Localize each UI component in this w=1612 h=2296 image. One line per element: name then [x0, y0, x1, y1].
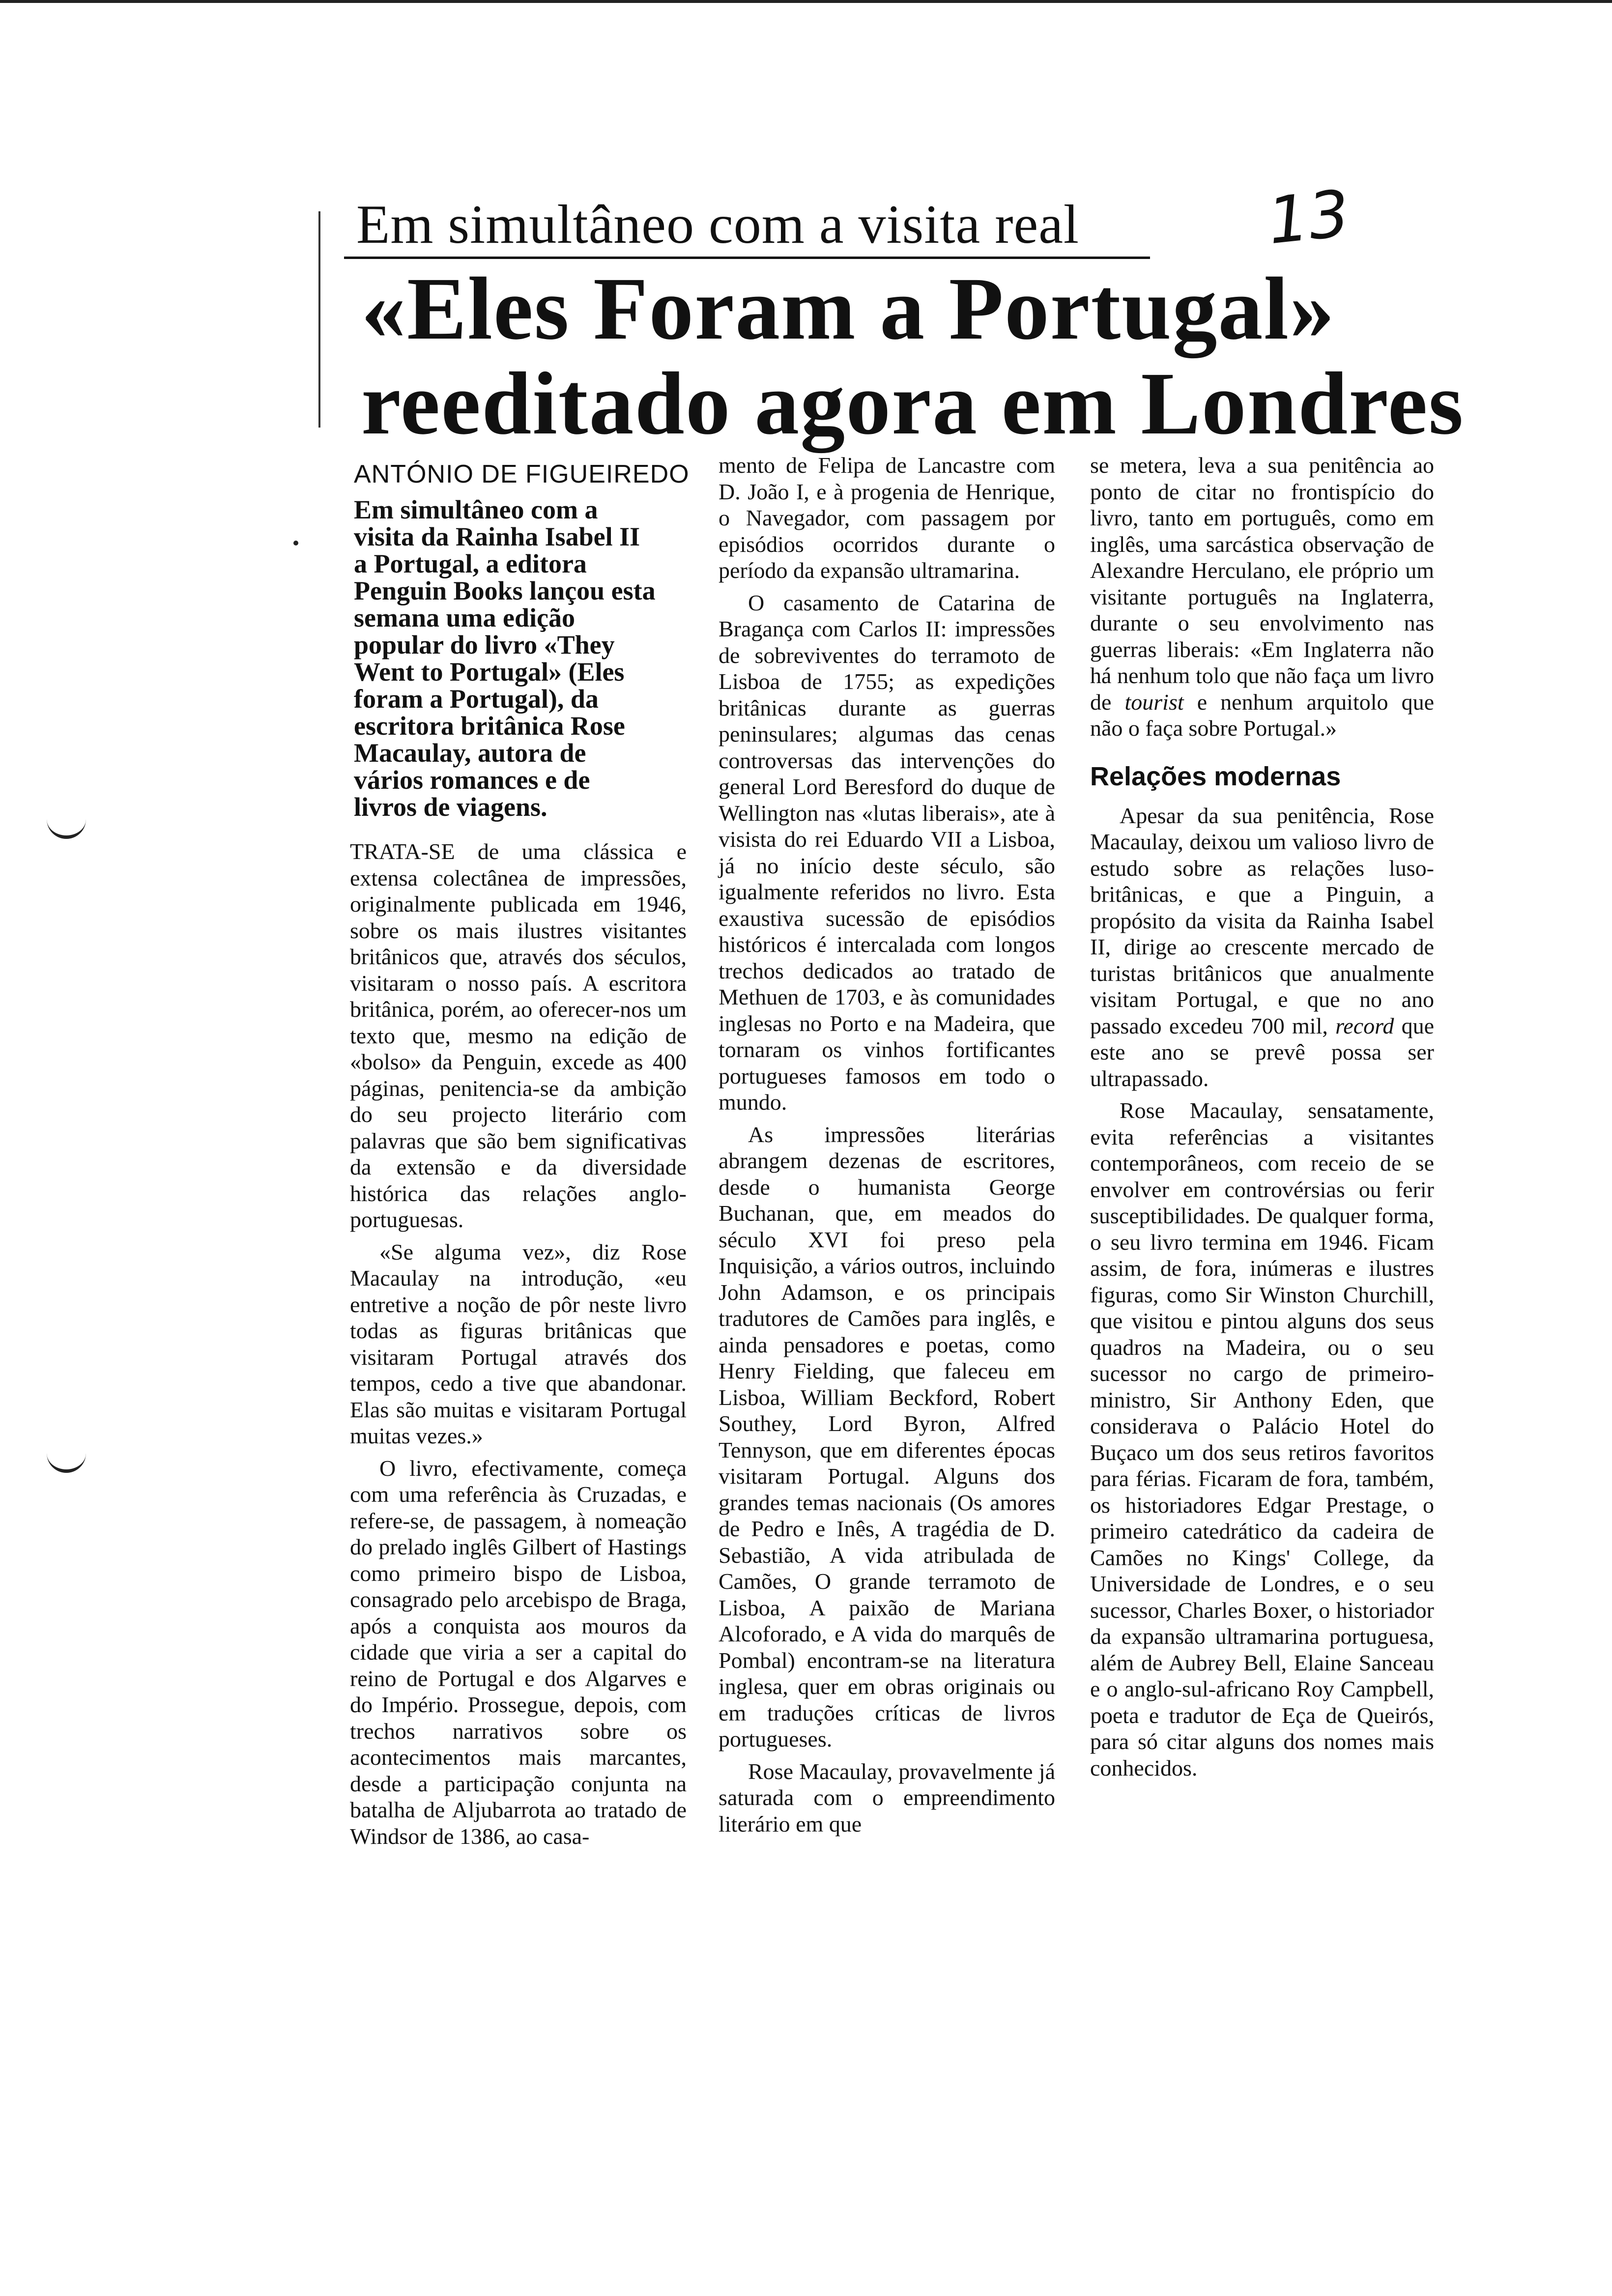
page-top-border	[0, 0, 1612, 3]
body-paragraph	[1090, 452, 1434, 742]
scan-speck	[293, 541, 298, 545]
lead-paragraph: Em simultâneo com a visita da Rainha Isabel II a Portugal, a editora Penguin Books lançou esta semana uma edição popular do livro «They Went to Portugal» (Eles foram a Portugal), da escritora britânica Rose Macaulay, autora de vários romances e de livros de viagens.	[354, 495, 656, 822]
body-paragraph: mento de Felipa de Lancastre com D. João I, e à progenia de Henrique, o Navegador, com passagem por episódios ocorridos durante o período da expansão ultramarina.	[719, 453, 1055, 583]
headline-line-1: «Eles Foram a Portugal»	[361, 259, 1335, 358]
handwritten-page-mark: 13	[1264, 175, 1353, 259]
punch-hole-mark	[47, 1450, 86, 1473]
section-subheading: Relações modernas	[1090, 761, 1341, 791]
headline-line-2: reeditado agora em Londres	[361, 354, 1465, 453]
article-column-1	[350, 838, 687, 1849]
text-run: que este ano se prevê possa ser ultrapassado.	[1090, 1013, 1434, 1091]
body-paragraph: «Se alguma vez», diz Rose Macaulay na introdução, «eu entretive a noção de pôr neste livro todas as figuras britânicas que visitaram Portugal através dos tempos, cedo a tive que abandonar. Elas são muitas e visitaram Portugal muitas vezes.»	[350, 1239, 687, 1448]
article-column-3	[1090, 452, 1434, 1787]
byline: ANTÓNIO DE FIGUEIREDO	[354, 460, 690, 488]
left-column-flow	[350, 496, 687, 1855]
article-column-2	[719, 452, 1055, 1843]
punch-hole-mark	[47, 816, 86, 839]
text-run: Apesar da sua penitência, Rose Macaulay, deixou um valioso livro de estudo sobre as relações luso-britânicas, e que a Pinguin, a propósito da visita da Rainha Isabel II, dirige ao crescente mercado de turistas britânicos que anualmente visitam Portugal, e que no ano passado excedeu 700 mil,	[1090, 803, 1434, 1038]
kicker-title: Em simultâneo com a visita real	[356, 194, 1080, 255]
body-paragraph: Rose Macaulay, sensatamente, evita referências a visitantes contemporâneos, com receio de se envolver em controvérsias ou ferir susceptibilidades. De qualquer forma, o seu livro termina em 1946. Ficam assim, de fora, inúmeras e ilustres figuras, como Sir Winston Churchill, que visitou e pintou alguns dos seus quadros na Madeira, ou o seu sucessor no cargo de primeiro-ministro, Sir Anthony Eden, que considerava o Palácio Hotel do Buçaco um dos seus retiros favoritos para férias. Ficaram de fora, também, os historiadores Edgar Prestage, o primeiro catedrático da cadeira de Camões no Kings' College, da Universidade de Londres, e o seu sucessor, Charles Boxer, o historiador da expansão ultramarina portuguesa, além de Aubrey Bell, Elaine Sanceau e o anglo-sul-africano Roy Campbell, poeta e tradutor de Eça de Queirós, para só citar alguns dos nomes mais conhecidos.	[1090, 1098, 1434, 1780]
margin-rule	[318, 211, 320, 428]
body-paragraph: Rose Macaulay, provavelmente já saturada com o empreendimento literário em que	[719, 1758, 1055, 1837]
body-paragraph	[1090, 803, 1434, 1092]
body-paragraph: O livro, efectivamente, começa com uma referência às Cruzadas, e refere-se, de passagem, à nomeação do prelado inglês Gilbert of Hastings como primeiro bispo de Lisboa, consagrado pelo arcebispo de Braga, após a conquista aos mouros da cidade que viria a ser a capital do reino de Portugal e dos Algarves e do Império. Prossegue, depois, com trechos narrativos sobre os acontecimentos mais marcantes, desde a participação conjunta na batalha de Aljubarrota ao tratado de Windsor de 1386, ao casa-	[350, 1455, 687, 1849]
italic-term: tourist	[1124, 689, 1184, 715]
text-run: e nenhum arquitolo que não o faça sobre Portugal.»	[1090, 689, 1434, 741]
kicker-underline	[344, 257, 1150, 259]
body-paragraph: O casamento de Catarina de Bragança com Carlos II: impressões de sobreviventes do terramoto de Lisboa de 1755; as expedições britânicas durante as guerras peninsulares; algumas das cenas controversas das intervenções do general Lord Beresford do duque de Wellington nas «lutas liberais», ate à visista do rei Eduardo VII a Lisboa, já no início deste século, são igualmente referidos no livro. Esta exaustiva sucessão de episódios históricos é intercalada com longos trechos dedicados ao tratado de Methuen de 1703, e às comunidades inglesas no Porto e na Madeira, que tornaram os vinhos fortificantes portugueses famosos em todo o mundo.	[719, 590, 1055, 1115]
body-paragraph: As impressões literárias abrangem dezenas de escritores, desde o humanista George Buchanan, que, em meados do século XVI foi preso pela Inquisição, a vários outros, incluindo John Adamson, e os principais tradutores de Camões para inglês, e ainda pensadores e poetas, como Henry Fielding, que faleceu em Lisboa, William Beckford, Robert Southey, Lord Byron, Alfred Tennyson, que em diferentes épocas visitaram Portugal. Alguns dos grandes temas nacionais (Os amores de Pedro e Inês, A tragédia de D. Sebastião, A vida atribulada de Camões, O grande terramoto de Lisboa, A paixão de Mariana Alcoforado, e A vida do marquês de Pombal) encontram-se na literatura inglesa, quer em obras originais ou em traduções críticas de livros portugueses.	[719, 1121, 1055, 1751]
text-run: se metera, leva a sua penitência ao ponto de citar no frontispício do livro, tanto em português, como em inglês, uma sarcástica observação de Alexandre Herculano, ele próprio um visitante português na Inglaterra, durante o seu envolvimento nas guerras liberais: «Em Inglaterra não há nenhum tolo que não faça um livro de	[1090, 453, 1434, 715]
italic-term: record	[1335, 1013, 1394, 1038]
body-paragraph: TRATA-SE de uma clássica e extensa colectânea de impressões, originalmente publicada em 1946, sobre os mais ilustres visitantes britânicos que, através dos séculos, visitaram o nosso país. A escritora britânica, porém, ao oferecer-nos um texto que, mesmo na edição de «bolso» da Penguin, excede as 400 páginas, penitencia-se da ambição do seu projecto literário com palavras que são bem significativas da extensão e da diversidade histórica das relações anglo-portuguesas.	[350, 839, 687, 1232]
